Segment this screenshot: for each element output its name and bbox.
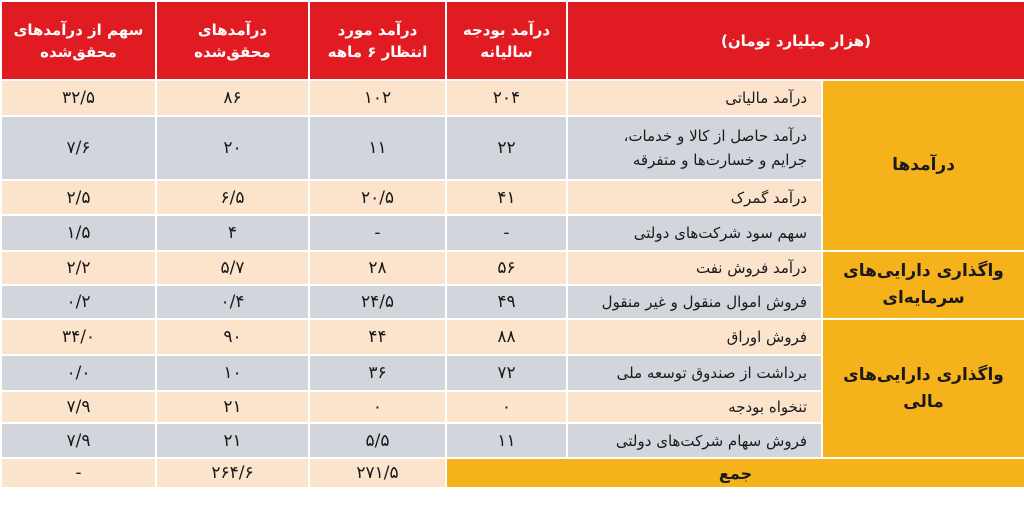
budget-value: - (446, 215, 567, 251)
budget-header: درآمد بودجه سالیانه (446, 1, 567, 80)
budget-value: ۴۹ (446, 285, 567, 319)
expected-value: ۲۴/۵ (309, 285, 446, 319)
expected-value: - (309, 215, 446, 251)
share-value: ۲/۲ (1, 251, 156, 285)
total-label: جمع (446, 458, 1024, 488)
total-realized-value: ۲۶۴/۶ (156, 458, 309, 488)
realized-value: ۶/۵ (156, 180, 309, 215)
share-value: ۷/۹ (1, 391, 156, 423)
realized-value: ۲۱ (156, 423, 309, 458)
budget-value: ۲۰۴ (446, 80, 567, 116)
expected-value: ۰ (309, 391, 446, 423)
expected-value: ۱۱ (309, 116, 446, 180)
realized-value: ۰/۴ (156, 285, 309, 319)
unit-header: (هزار میلیارد تومان) (567, 1, 1024, 80)
share-value: ۲/۵ (1, 180, 156, 215)
expected-value: ۴۴ (309, 319, 446, 355)
expected-value: ۳۶ (309, 355, 446, 391)
budget-value: ۰ (446, 391, 567, 423)
share-header: سهم از درآمدهای محقق‌شده (1, 1, 156, 80)
total-share-value: - (1, 458, 156, 488)
budget-value: ۷۲ (446, 355, 567, 391)
share-value: ۳۲/۵ (1, 80, 156, 116)
budget-value: ۲۲ (446, 116, 567, 180)
row-item-label: برداشت از صندوق توسعه ملی (567, 355, 822, 391)
group-financial-assets: واگذاری دارایی‌های مالی (822, 319, 1024, 458)
total-row (1, 458, 1024, 488)
realized-value: ۵/۷ (156, 251, 309, 285)
row-item-label: تنخواه بودجه (567, 391, 822, 423)
share-value: ۱/۵ (1, 215, 156, 251)
header-row (1, 1, 1024, 80)
realized-value: ۴ (156, 215, 309, 251)
expected-header: درآمد مورد انتظار ۶ ماهه (309, 1, 446, 80)
row-item-label: درآمد گمرک (567, 180, 822, 215)
realized-value: ۹۰ (156, 319, 309, 355)
total-expected-value: ۲۷۱/۵ (309, 458, 446, 488)
expected-value: ۲۸ (309, 251, 446, 285)
group-capital-assets: واگذاری دارایی‌های سرمایه‌ای (822, 251, 1024, 319)
realized-value: ۱۰ (156, 355, 309, 391)
expected-value: ۵/۵ (309, 423, 446, 458)
budget-value: ۱۱ (446, 423, 567, 458)
realized-value: ۲۱ (156, 391, 309, 423)
share-value: ۷/۹ (1, 423, 156, 458)
row-item-label: درآمد فروش نفت (567, 251, 822, 285)
group-revenues: درآمدها (822, 80, 1024, 251)
realized-value: ۲۰ (156, 116, 309, 180)
table-row (1, 251, 1024, 285)
row-item-label: فروش سهام شرکت‌های دولتی (567, 423, 822, 458)
realized-value: ۸۶ (156, 80, 309, 116)
realized-header: درآمدهای محقق‌شده (156, 1, 309, 80)
share-value: ۳۴/۰ (1, 319, 156, 355)
row-item-label: فروش اموال منقول و غیر منقول (567, 285, 822, 319)
row-item-label: درآمد مالیاتی (567, 80, 822, 116)
share-value: ۷/۶ (1, 116, 156, 180)
expected-value: ۱۰۲ (309, 80, 446, 116)
row-item-label: درآمد حاصل از کالا و خدمات، جرایم و خسارت‌ها و متفرقه (567, 116, 822, 180)
budget-value: ۸۸ (446, 319, 567, 355)
budget-value: ۵۶ (446, 251, 567, 285)
table-row (1, 319, 1024, 355)
expected-value: ۲۰/۵ (309, 180, 446, 215)
share-value: ۰/۰ (1, 355, 156, 391)
share-value: ۰/۲ (1, 285, 156, 319)
row-item-label: سهم سود شرکت‌های دولتی (567, 215, 822, 251)
row-item-label: فروش اوراق (567, 319, 822, 355)
budget-value: ۴۱ (446, 180, 567, 215)
table-row (1, 80, 1024, 116)
